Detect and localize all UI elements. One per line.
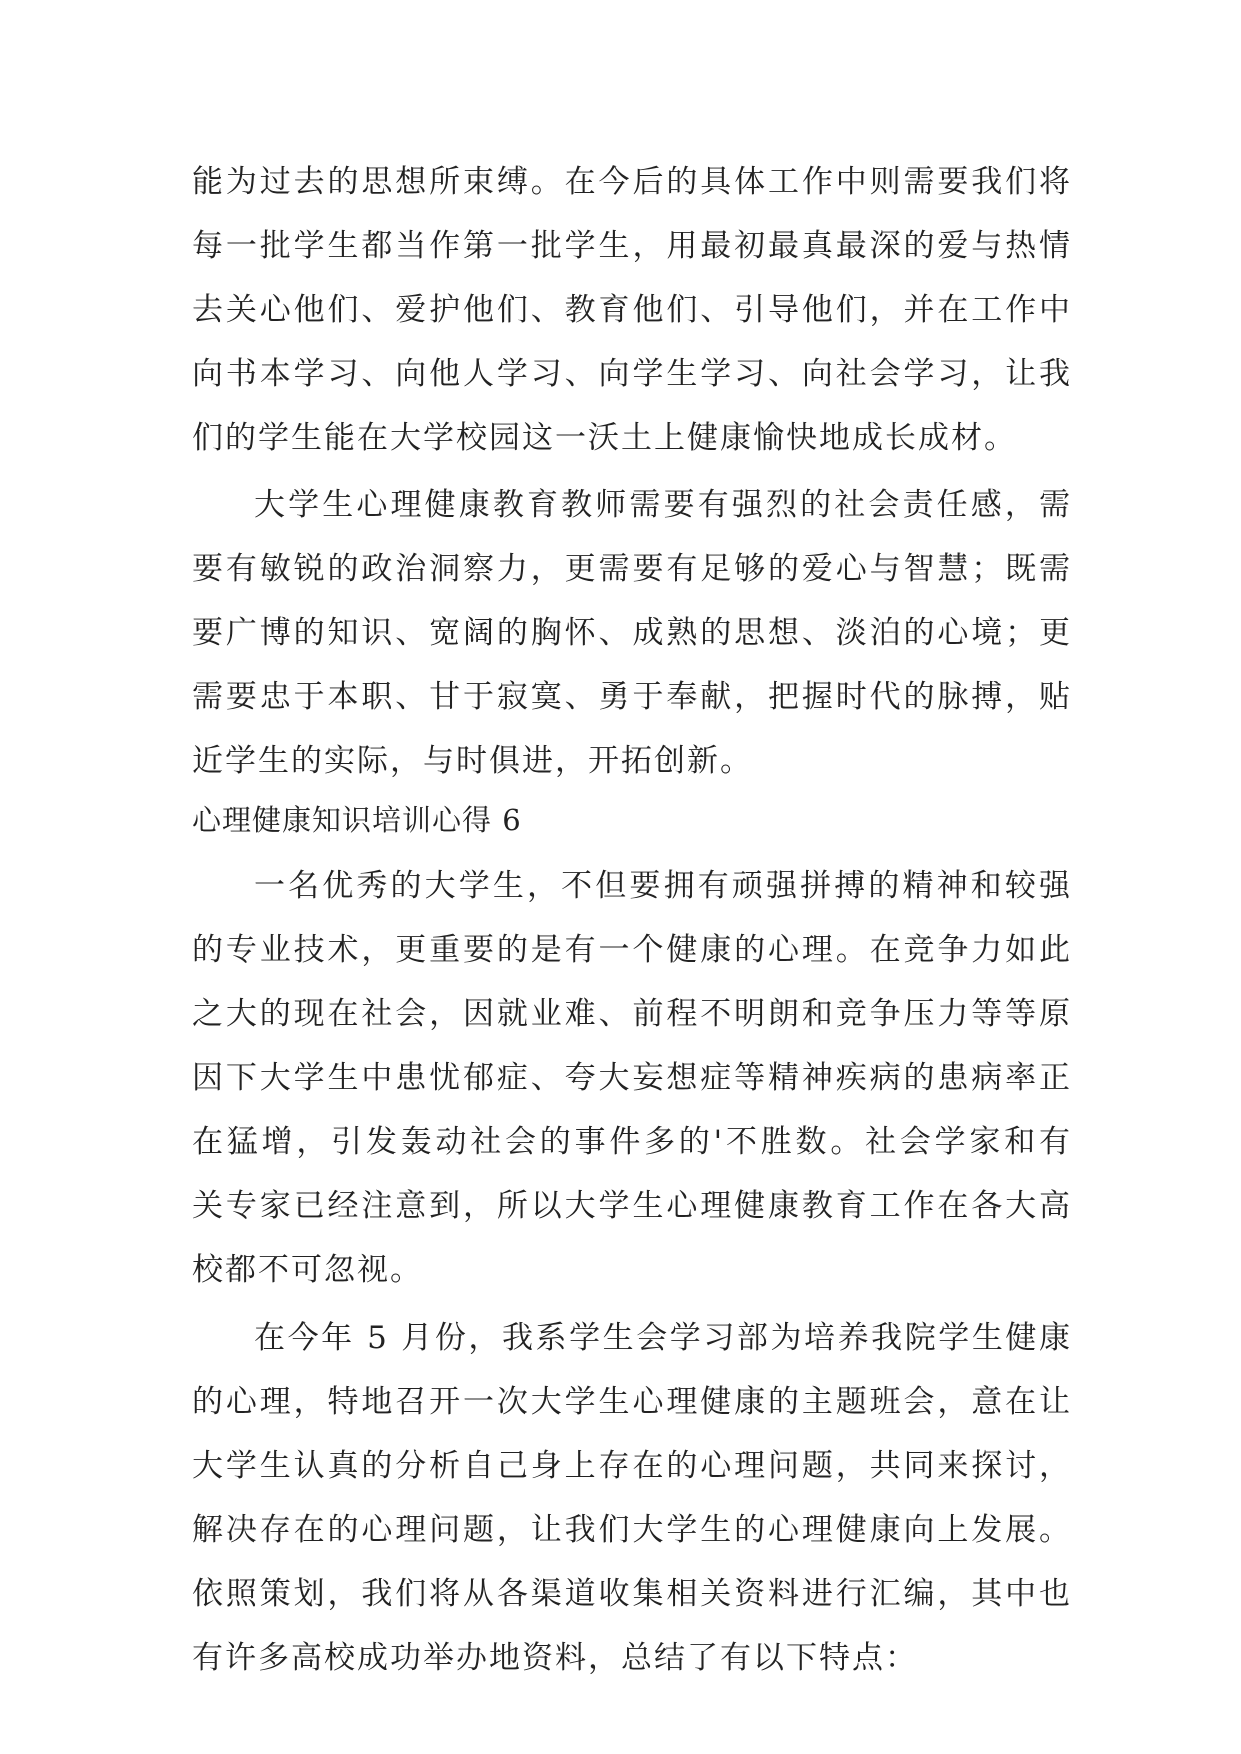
paragraph-line: 因下大学生中患忧郁症、夸大妄想症等精神疾病的患病率正 [192, 1060, 1072, 1096]
paragraph-line: 要广博的知识、宽阔的胸怀、成熟的思想、淡泊的心境；更 [192, 615, 1072, 651]
paragraph-line: 向书本学习、向他人学习、向学生学习、向社会学习，让我 [192, 356, 1072, 392]
section-heading: 心理健康知识培训心得 6 [192, 803, 522, 837]
paragraph-line: 一名优秀的大学生，不但要拥有顽强拼搏的精神和较强 [254, 868, 1072, 904]
paragraph-line: 们的学生能在大学校园这一沃土上健康愉快地成长成材。 [192, 420, 1017, 456]
paragraph-line: 去关心他们、爱护他们、教育他们、引导他们，并在工作中 [192, 292, 1072, 328]
paragraph-line: 校都不可忽视。 [192, 1252, 423, 1288]
paragraph-line: 解决存在的心理问题，让我们大学生的心理健康向上发展。 [192, 1512, 1072, 1548]
paragraph-line: 关专家已经注意到，所以大学生心理健康教育工作在各大高 [192, 1188, 1072, 1224]
paragraph-line: 有许多高校成功举办地资料，总结了有以下特点： [192, 1640, 918, 1676]
paragraph-line: 需要忠于本职、甘于寂寞、勇于奉献，把握时代的脉搏，贴 [192, 679, 1072, 715]
paragraph-line: 大学生认真的分析自己身上存在的心理问题，共同来探讨， [192, 1448, 1072, 1484]
paragraph-line: 的心理，特地召开一次大学生心理健康的主题班会，意在让 [192, 1384, 1072, 1420]
paragraph-line: 的专业技术，更重要的是有一个健康的心理。在竞争力如此 [192, 932, 1072, 968]
paragraph-line: 大学生心理健康教育教师需要有强烈的社会责任感，需 [254, 487, 1072, 523]
paragraph-line: 之大的现在社会，因就业难、前程不明朗和竞争压力等等原 [192, 996, 1072, 1032]
paragraph-line: 在猛增，引发轰动社会的事件多的'不胜数。社会学家和有 [192, 1124, 1072, 1160]
paragraph-line: 在今年 5 月份，我系学生会学习部为培养我院学生健康 [254, 1320, 1072, 1356]
paragraph-line: 依照策划，我们将从各渠道收集相关资料进行汇编，其中也 [192, 1576, 1072, 1612]
paragraph-line: 能为过去的思想所束缚。在今后的具体工作中则需要我们将 [192, 164, 1072, 200]
paragraph-line: 近学生的实际，与时俱进，开拓创新。 [192, 743, 753, 779]
paragraph-line: 每一批学生都当作第一批学生，用最初最真最深的爱与热情 [192, 228, 1072, 264]
paragraph-line: 要有敏锐的政治洞察力，更需要有足够的爱心与智慧；既需 [192, 551, 1072, 587]
